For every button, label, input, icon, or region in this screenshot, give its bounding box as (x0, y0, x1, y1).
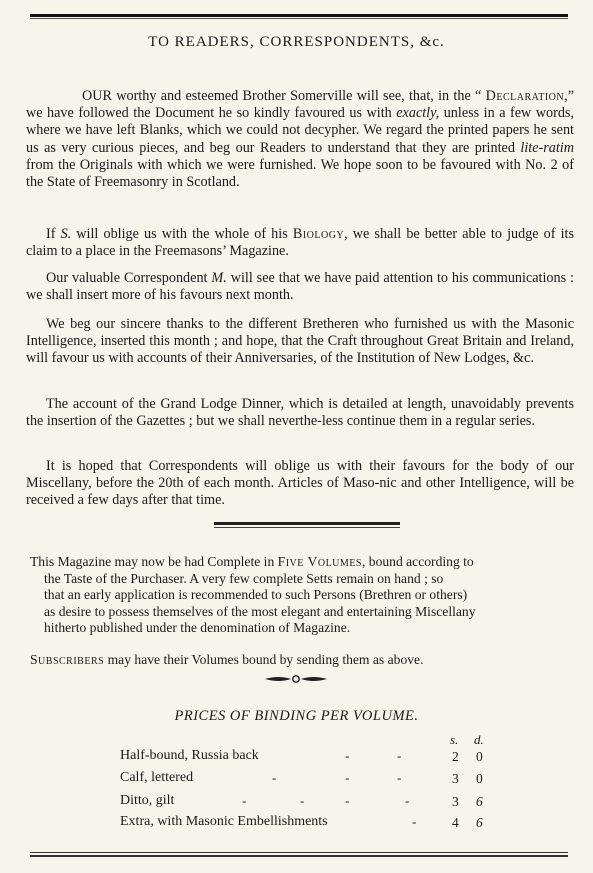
price-row-4-item: Extra, with Masonic Embellishments (120, 814, 328, 829)
p1-text-c: unless in a few words, where we have left Blanks, which we could not decypher. We regard the printed papers he sent us as very curious pieces, and beg our Readers to understand that they are printed (26, 105, 574, 156)
magazine-notice (30, 554, 578, 637)
p2-initial: S. (60, 226, 72, 242)
paragraph-correspondent-m (26, 270, 574, 304)
p1-text-a: OUR worthy and esteemed Brother Somerville will see, that, in the “ (82, 88, 486, 104)
magazine-line-1-b: , bound according to (361, 554, 474, 569)
price-row-3-s: 3 (452, 794, 459, 809)
top-rule-thin (30, 18, 568, 19)
p1-text-d: from the Originals with which we were furnished. We hope soon to be favoured with No. 2 of the State of Freemasonry in Scotland. (26, 156, 574, 191)
leader-dash: - (272, 770, 277, 785)
price-row-1-s: 2 (452, 749, 459, 764)
price-row-3-d: 6 (476, 794, 483, 809)
unit-pence: d. (474, 732, 484, 747)
paragraph-declaration (26, 88, 574, 191)
paragraph-thanks: We beg our sincere thanks to the different Bretheren who furnished us with the Masonic Intelligence, inserted this month ; and hope, that the Craft throughout Great Britain and Ireland, will favour us with accounts of their Anniversaries, of the Institution of New Lodges, &c. (26, 316, 574, 367)
leader-dash: - (397, 748, 402, 763)
p2-text-a: If (46, 226, 61, 242)
p3-text-a: Our valuable Correspondent (46, 270, 212, 286)
leader-dash: - (412, 814, 417, 829)
prices-title: PRICES OF BINDING PER VOLUME. (174, 708, 419, 724)
bottom-rule (30, 852, 568, 853)
price-row-4-s: 4 (452, 815, 459, 830)
price-row-1-d: 0 (476, 749, 483, 764)
price-row-3-item: Ditto, gilt (120, 793, 175, 808)
price-row-4-d: 6 (476, 815, 483, 830)
p3-initial: M. (211, 270, 227, 286)
p1-text-b: ,” we have followed the Document he so kindly favoured us with (26, 88, 574, 122)
ornament-icon (263, 674, 329, 684)
price-row-2-s: 3 (452, 771, 459, 786)
price-row-1-item: Half-bound, Russia back (120, 748, 259, 763)
p1-exactly: exactly, (396, 105, 440, 122)
magazine-line-2: the Taste of the Purchaser. A very few complete Setts remain on hand ; so (44, 570, 444, 586)
magazine-line-4: as desire to possess themselves of the most elegant and entertaining Miscellany (44, 603, 476, 619)
price-row-2-d: 0 (476, 771, 483, 786)
section-divider (214, 522, 400, 528)
p1-literatim: lite-ratim (520, 139, 574, 156)
p2-biology: Biology (292, 226, 345, 242)
p2-text-c: , we shall be better able to judge of its claim to a place in the Freemasons’ Magazine. (26, 226, 575, 260)
paragraph-grand-lodge: The account of the Grand Lodge Dinner, which is detailed at length, unavoidably prevents the insertion of the Gazettes ; but we shall neverthe-less continue them in a regular series. (26, 396, 574, 430)
leader-dash: - (345, 793, 350, 808)
subscribers-notice (30, 652, 578, 669)
p2-text-b: will oblige us with the whole of his (71, 226, 293, 242)
magazine-line-1 (30, 554, 578, 571)
p1-declaration: Declaration (485, 88, 565, 104)
subscribers-text: may have their Volumes bound by sending them as above. (104, 652, 424, 667)
leader-dash: - (345, 748, 350, 763)
page-heading: TO READERS, CORRESPONDENTS, &c. (148, 34, 445, 50)
magazine-line-1-a: This Magazine may now be had Complete in (30, 554, 278, 569)
leader-dash: - (300, 793, 305, 808)
leader-dash: - (397, 770, 402, 785)
subscribers-label: Subscribers (30, 652, 105, 667)
paragraph-biology (26, 226, 574, 260)
price-row-2-item: Calf, lettered (120, 770, 194, 785)
leader-dash: - (405, 793, 410, 808)
leader-dash: - (242, 793, 247, 808)
unit-shillings: s. (450, 732, 459, 747)
paragraph-correspondents: It is hoped that Correspondents will oblige us with their favours for the body of our Miscellany, before the 20th of each month. Articles of Maso-nic and other Intelligence, will be received a few days after that time. (26, 458, 574, 509)
magazine-line-3: that an early application is recommended to such Persons (Brethren or others) (44, 587, 468, 603)
p3-text-b: will see that we have paid attention to his communications : we shall insert more of his favours next month. (26, 270, 575, 304)
magazine-line-5: hitherto published under the denomination of Magazine. (44, 620, 351, 636)
bottom-rule-thick (30, 855, 568, 857)
top-rule (30, 14, 568, 17)
five-volumes: Five Volumes (277, 554, 362, 569)
leader-dash: - (345, 770, 350, 785)
